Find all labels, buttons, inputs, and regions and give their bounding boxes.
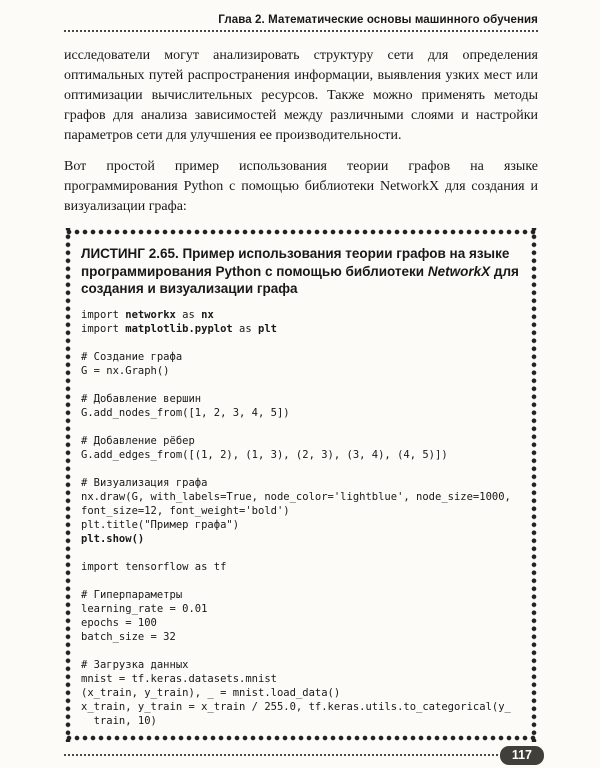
code-line [81, 420, 523, 434]
body-paragraph-1: исследователи могут анализировать структуру сети для определения оптимальных путей распространения информации, выявления узких мест или оптимизации вычислительных ресурсов. Также можно применять методы графов для анализа зависимостей между различными слоями и настройки параметров сети для улучшения ее производительности. [64, 48, 538, 143]
header-dotted-rule [64, 30, 538, 32]
code-line [81, 336, 523, 350]
listing-title-text: Пример использования теории графов на языке программирования Python с помощью библиотеки [81, 246, 510, 279]
code-line: import matplotlib.pyplot as plt [81, 322, 277, 335]
code-line: G.add_nodes_from([1, 2, 3, 4, 5]) [81, 406, 290, 419]
code-line: batch_size = 32 [81, 630, 176, 643]
code-block [81, 308, 523, 728]
code-line: (x_train, y_train), _ = mnist.load_data() [81, 686, 341, 699]
code-line: # Визуализация графа [81, 476, 208, 489]
code-line: learning_rate = 0.01 [81, 602, 208, 615]
code-line: G.add_edges_from([(1, 2), (1, 3), (2, 3), (3, 4), (4, 5)]) [81, 448, 448, 461]
code-line: G = nx.Graph() [81, 364, 170, 377]
code-line: # Добавление вершин [81, 392, 202, 405]
running-head: Глава 2. Математические основы машинного обучения [218, 14, 538, 26]
code-line: import tensorflow as tf [81, 560, 227, 573]
listing-border-right [530, 228, 538, 742]
listing-border-bottom [64, 734, 538, 742]
code-line: font_size=12, font_weight='bold') [81, 504, 290, 517]
listing-title-italic: NetworkX [427, 263, 491, 279]
code-line [81, 546, 523, 560]
code-line: # Гиперпараметры [81, 588, 183, 601]
listing-title [81, 245, 523, 298]
footer-dotted-rule [64, 748, 538, 762]
code-line [81, 644, 523, 658]
code-line [81, 378, 523, 392]
code-line [81, 574, 523, 588]
code-line: plt.show() [81, 532, 145, 545]
code-line: # Добавление рёбер [81, 434, 195, 447]
listing-number: ЛИСТИНГ 2.65. [81, 246, 179, 261]
code-line: # Создание графа [81, 350, 183, 363]
page-number-badge: 117 [500, 746, 544, 765]
code-line [81, 462, 523, 476]
code-line: plt.title("Пример графа") [81, 518, 240, 531]
listing-title-tail: для создания и визуализации графа [81, 263, 519, 296]
code-line: x_train, y_train = x_train / 255.0, tf.keras.utils.to_categorical(y_ [81, 700, 511, 713]
listing-border-left [64, 228, 72, 742]
code-line: train, 10) [81, 714, 157, 727]
code-line: mnist = tf.keras.datasets.mnist [81, 672, 277, 685]
code-line: import networkx as nx [81, 308, 214, 321]
code-line: nx.draw(G, with_labels=True, node_color='lightblue', node_size=1000, [81, 490, 511, 503]
body-paragraph-2: Вот простой пример использования теории графов на языке программирования Python с помощью библиотеки NetworkX для создания и визуализации графа: [64, 159, 538, 214]
code-line: epochs = 100 [81, 616, 157, 629]
code-listing-box [64, 228, 538, 742]
code-line: # Загрузка данных [81, 658, 189, 671]
listing-border-top [64, 228, 538, 236]
